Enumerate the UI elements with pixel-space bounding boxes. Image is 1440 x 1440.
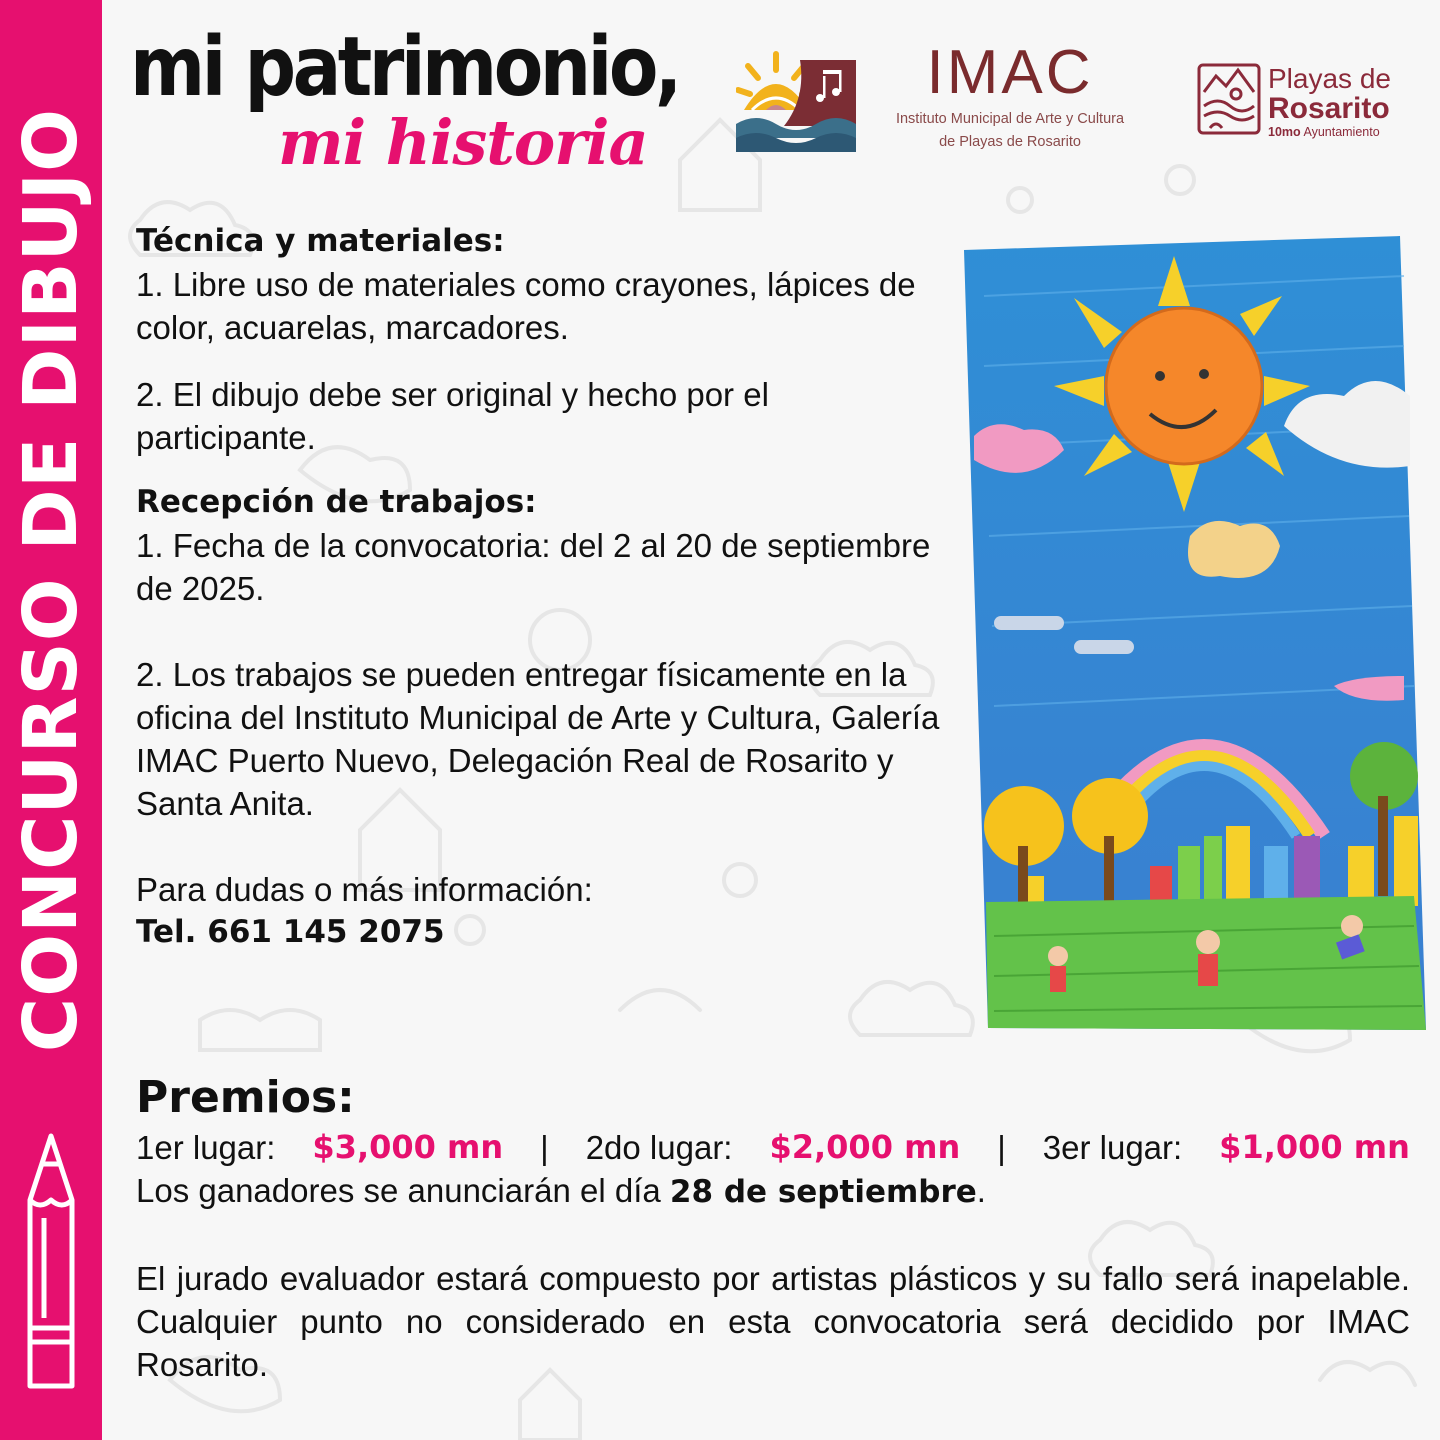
winners-announcement: Los ganadores se anunciarán el día 28 de septiembre.: [136, 1172, 986, 1210]
tecnica-item-1: 1. Libre uso de materiales como crayones, lápices de color, acuarelas, marcadores.: [136, 266, 916, 346]
second-place-amount: $2,000 mn: [769, 1128, 961, 1166]
wordmark-line1: mi patrimonio,: [130, 20, 679, 115]
city-crest-icon: [1196, 62, 1262, 136]
rosarito-logo-line3: 10mo Ayuntamiento: [1268, 125, 1380, 139]
wordmark-line2: mi historia: [278, 106, 648, 179]
second-place-label: 2do lugar:: [585, 1129, 733, 1166]
third-place-amount: $1,000 mn: [1219, 1128, 1410, 1166]
recepcion-heading: Recepción de trabajos:: [136, 484, 537, 520]
prize-amounts-line: [136, 1126, 1410, 1169]
sun-waves-music-emblem-icon: [736, 48, 856, 152]
contact-label: Para dudas o más información:: [136, 871, 593, 908]
recepcion-item-2: 2. Los trabajos se pueden entregar físicamente en la oficina del Instituto Municipal de Arte y Cultura, Galería IMAC Puerto Nuevo, Delegación Real de Rosarito y Santa Anita.: [136, 656, 940, 822]
prizes-heading: Premios:: [136, 1072, 355, 1123]
imac-logo-title: IMAC: [926, 38, 1094, 107]
imac-logo-subtitle-1: Instituto Municipal de Arte y Cultura: [895, 111, 1125, 127]
sidebar-title: CONCURSO DE DIBUJO: [8, 107, 94, 1053]
prizes-section: [136, 1070, 1410, 1386]
pencil-icon: [20, 1128, 82, 1398]
rosarito-logo-line2: Rosarito: [1268, 92, 1390, 125]
prize-separator-2: |: [997, 1129, 1006, 1166]
imac-logo-subtitle-2: de Playas de Rosarito: [939, 134, 1081, 150]
rosarito-logo-line1: Playas de: [1268, 63, 1391, 94]
tecnica-heading: Técnica y materiales:: [136, 223, 505, 259]
first-place-amount: $3,000 mn: [312, 1128, 504, 1166]
campaign-wordmark: [130, 20, 710, 180]
rosarito-logo: [1268, 64, 1391, 140]
recepcion-item-1: 1. Fecha de la convocatoria: del 2 al 20 de septiembre de 2025.: [136, 527, 931, 607]
rules-section: [136, 220, 956, 954]
announcement-date: 28 de septiembre: [669, 1174, 977, 1210]
first-place-label: 1er lugar:: [136, 1129, 276, 1166]
prize-separator-1: |: [540, 1129, 549, 1166]
imac-logo: [870, 38, 1150, 154]
contact-phone: Tel. 661 145 2075: [136, 914, 445, 950]
third-place-label: 3er lugar:: [1042, 1129, 1183, 1166]
jury-statement: El jurado evaluador estará compuesto por artistas plásticos y su fallo será inapelable. Cualquier punto no considerado en esta convocatoria será decidido por IMAC Rosarito.: [136, 1260, 1410, 1383]
sidebar-band: [0, 0, 102, 1440]
child-drawing-image: [964, 236, 1426, 1030]
tecnica-item-2: 2. El dibujo debe ser original y hecho por el participante.: [136, 376, 769, 456]
